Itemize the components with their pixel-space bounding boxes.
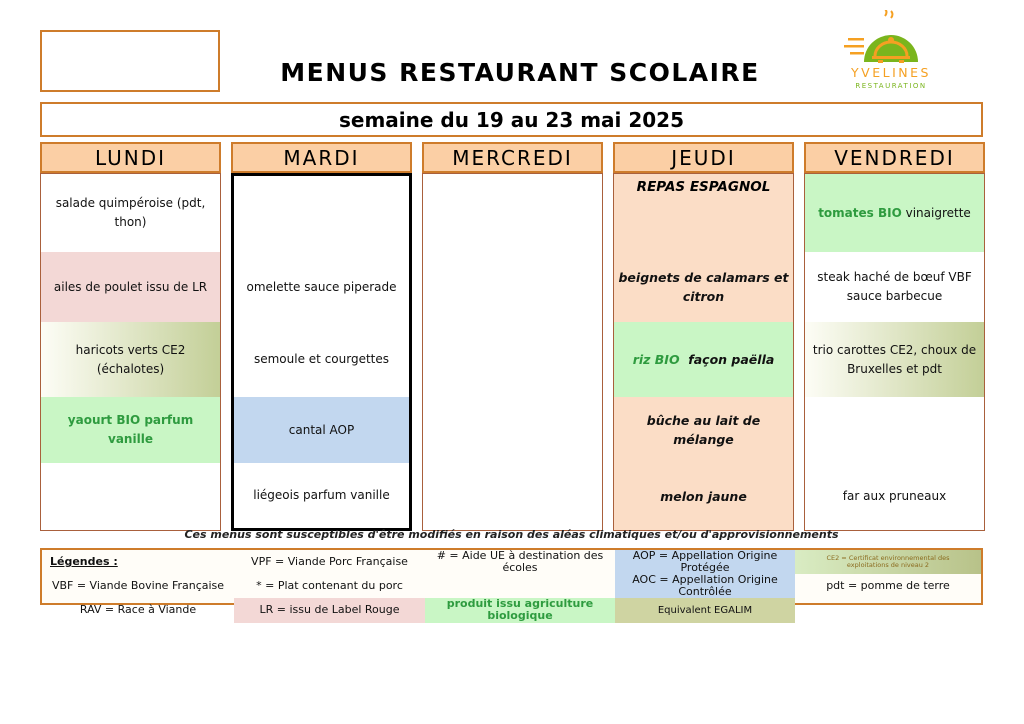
legend-porc: * = Plat contenant du porc xyxy=(256,579,403,593)
yvelines-restauration-logo xyxy=(828,10,940,98)
menu-item-text: cantal AOP xyxy=(288,422,355,437)
menu-item-text: omelette sauce piperade xyxy=(246,279,397,294)
svg-text:RESTAURATION: RESTAURATION xyxy=(855,82,927,90)
legend-aop: AOP = Appellation Origine Protégée xyxy=(615,550,795,574)
legend-aoc: AOC = Appellation Origine Contrôlée xyxy=(615,574,795,598)
day-header-jeudi xyxy=(613,142,794,173)
menu-cell-dessert xyxy=(234,463,409,528)
day-header-mardi xyxy=(231,142,412,173)
menu-cell-entree xyxy=(614,174,793,252)
menu-cell-laitage xyxy=(614,397,793,463)
menu-cell-entree xyxy=(41,174,220,252)
menu-cell-plat xyxy=(234,252,409,322)
day-body-mercredi xyxy=(422,173,603,531)
day-column-mardi xyxy=(231,142,412,531)
menu-item-text: ailes de poulet issu de LR xyxy=(53,279,208,294)
menu-cell-entree xyxy=(423,174,602,252)
legend-box xyxy=(40,548,983,623)
svg-text:YVELINES: YVELINES xyxy=(851,65,931,80)
disclaimer-note: Ces menus sont susceptibles d'être modifiés en raison des aléas climatiques et/ou d'approvisionnements xyxy=(184,528,839,541)
menu-item-text: beignets de calamars et citron xyxy=(618,269,793,304)
legend-pdt: pdt = pomme de terre xyxy=(826,579,950,593)
day-body-vendredi xyxy=(804,173,985,531)
menu-cell-accompagnement xyxy=(423,322,602,397)
menu-item-green: yaourt BIO parfum vanille xyxy=(67,413,198,446)
menu-cell-accompagnement xyxy=(41,322,220,397)
day-header-vendredi xyxy=(804,142,985,173)
menu-item-text: façon paëlla xyxy=(679,351,775,367)
menu-cell-laitage xyxy=(423,397,602,463)
legend-empty xyxy=(425,574,615,598)
theme-label: REPAS ESPAGNOL xyxy=(636,179,771,195)
menu-cell-dessert xyxy=(805,463,984,530)
menu-cell-plat xyxy=(614,252,793,322)
day-label: MARDI xyxy=(283,145,360,170)
menu-cell-accompagnement xyxy=(805,322,984,397)
cloche-logo-icon xyxy=(828,10,940,98)
day-label: MERCREDI xyxy=(452,145,573,170)
day-label: VENDREDI xyxy=(834,145,955,170)
page-title: MENUS RESTAURANT SCOLAIRE xyxy=(280,58,760,87)
legend-vpf: VPF = Viande Porc Française xyxy=(251,555,408,569)
menu-cell-plat xyxy=(423,252,602,322)
day-body-lundi xyxy=(40,173,221,531)
legend-title-cell xyxy=(42,550,234,574)
day-body-mardi xyxy=(231,173,412,531)
menu-item-text: bûche au lait de mélange xyxy=(646,412,765,447)
week-banner-label: semaine du 19 au 23 mai 2025 xyxy=(338,107,685,132)
menu-cell-accompagnement xyxy=(234,322,409,397)
day-header-lundi xyxy=(40,142,221,173)
menu-item-green: riz BIO xyxy=(632,351,680,367)
menu-item-text: steak haché de bœuf VBF sauce barbecue xyxy=(817,270,976,303)
menu-cell-accompagnement xyxy=(614,322,793,397)
menu-cell-entree xyxy=(805,174,984,252)
legend-title: Légendes : xyxy=(50,555,118,569)
menu-cell-laitage xyxy=(234,397,409,463)
day-label: JEUDI xyxy=(671,145,736,170)
menu-item-text: salade quimpéroise (pdt, thon) xyxy=(55,196,210,229)
menu-cell-dessert xyxy=(614,463,793,530)
day-column-lundi xyxy=(40,142,221,531)
menu-cell-laitage xyxy=(41,397,220,463)
menu-cell-dessert xyxy=(41,463,220,530)
day-header-mercredi xyxy=(422,142,603,173)
legend-bio: produit issu agriculture biologique xyxy=(425,598,615,622)
legend-vbf: VBF = Viande Bovine Française xyxy=(51,579,225,593)
day-body-jeudi xyxy=(613,173,794,531)
menu-cell-plat xyxy=(805,252,984,322)
menu-item-text: semoule et courgettes xyxy=(253,352,390,367)
legend-lr: LR = issu de Label Rouge xyxy=(234,598,425,622)
legend-rav: RAV = Race à Viande xyxy=(79,603,197,617)
menu-item-text: far aux pruneaux xyxy=(842,489,947,504)
menu-item-text: melon jaune xyxy=(660,488,747,504)
menu-item-text: vinaigrette xyxy=(901,205,971,220)
menu-cell-laitage xyxy=(805,397,984,463)
menu-item-text: trio carottes CE2, choux de Bruxelles et pdt xyxy=(812,342,980,376)
blank-frame xyxy=(40,30,220,92)
menu-item-text: liégeois parfum vanille xyxy=(253,488,390,503)
menu-cell-plat xyxy=(41,252,220,322)
legend-ce2: CE2 = Certificat environnemental des exploitations de niveau 2 xyxy=(795,550,981,574)
menu-cell-dessert xyxy=(423,463,602,530)
day-column-mercredi xyxy=(422,142,603,531)
menu-item-text: haricots verts CE2 (échalotes) xyxy=(75,342,190,376)
day-label: LUNDI xyxy=(94,145,167,170)
legend-egalim: Equivalent EGALIM xyxy=(615,598,795,622)
legend-empty xyxy=(795,598,981,622)
menu-item-green: tomates BIO xyxy=(818,205,902,220)
legend-aide-ue: # = Aide UE à destination des écoles xyxy=(436,549,604,575)
menu-cell-entree xyxy=(234,176,409,252)
week-banner xyxy=(40,102,983,137)
day-column-jeudi xyxy=(613,142,794,531)
day-column-vendredi xyxy=(804,142,985,531)
